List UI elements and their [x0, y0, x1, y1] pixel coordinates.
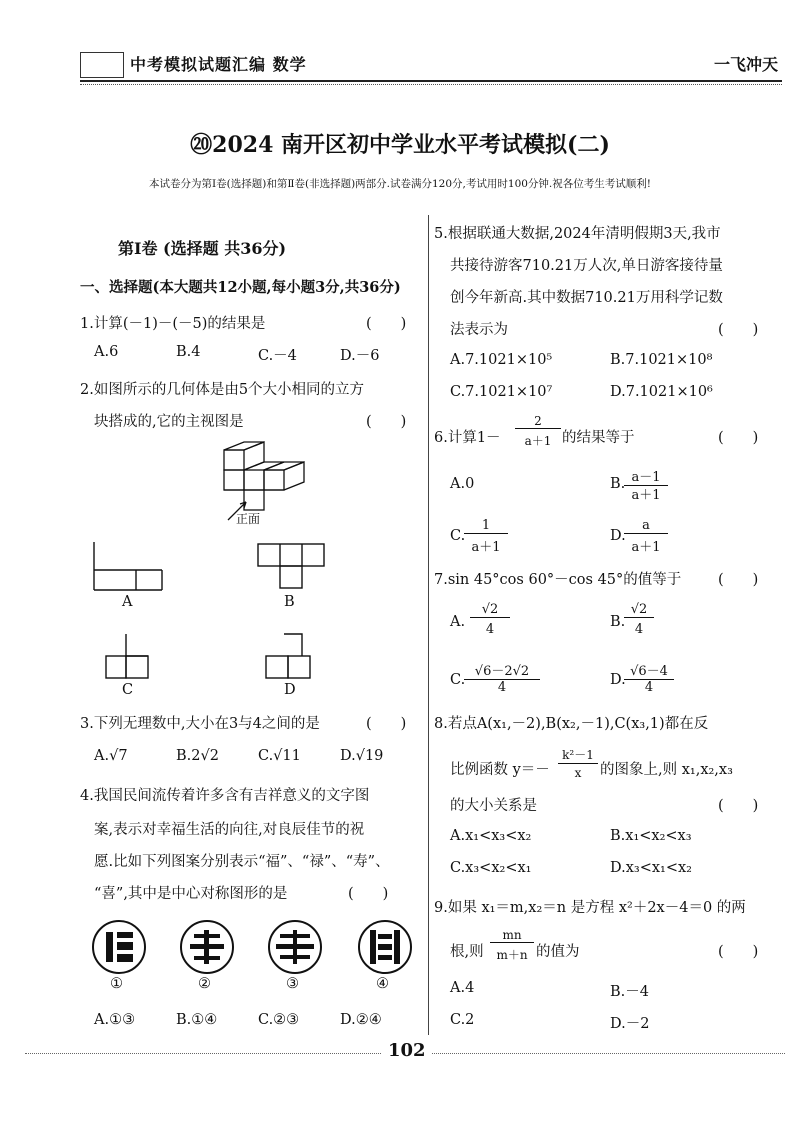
q2-front-label: 正面 — [236, 512, 261, 526]
q6-option-a: A.0 — [450, 476, 475, 492]
q8-stem-line2-pre: 比例函数 y＝－ — [450, 762, 550, 778]
q1-option-c: C.－4 — [258, 348, 297, 364]
q4-fig-label-2: ② — [198, 976, 211, 992]
q7-option-b-den: 4 — [634, 622, 644, 637]
q1-option-a: A.6 — [94, 344, 119, 360]
q6-frac-num: 2 — [515, 414, 561, 429]
q2-label-d: D — [284, 682, 296, 698]
q9-answer-paren: ( ) — [718, 944, 759, 960]
q8-option-d: D.x₃<x₁<x₂ — [610, 860, 692, 876]
q3-option-d: D.√19 — [340, 748, 384, 764]
q9-stem-line2-post: 的值为 — [536, 944, 580, 960]
q7-option-d-den: 4 — [644, 680, 654, 695]
q7-option-b-label: B. — [610, 614, 626, 630]
q4-option-d: D.②④ — [340, 1012, 382, 1028]
q1-option-d: D.－6 — [340, 348, 380, 364]
q6-option-b-den: a＋1 — [631, 488, 661, 503]
q2-view-b — [256, 542, 336, 602]
q8-frac-num: k²－1 — [558, 746, 598, 764]
shou-pattern-icon — [268, 920, 322, 974]
q6-stem-pre: 6.计算1－ — [434, 430, 501, 446]
q4-fig-label-1: ① — [110, 976, 123, 992]
q5-answer-paren: ( ) — [718, 322, 759, 338]
q8-stem-line3: 的大小关系是 — [450, 798, 537, 814]
page-number: 102 — [382, 1040, 432, 1061]
q4-stem-line4: “喜”,其中是中心对称图形的是 — [94, 886, 288, 902]
q2-answer-paren: ( ) — [366, 414, 407, 430]
q2-view-d — [264, 632, 334, 692]
q8-frac-den: x — [574, 766, 582, 780]
part1-heading: 第Ⅰ卷 (选择题 共36分) — [118, 239, 287, 258]
header-rule — [80, 80, 782, 82]
q2-solid-figure — [210, 440, 320, 530]
q3-option-c: C.√11 — [258, 748, 301, 764]
q3-option-a: A.√7 — [94, 748, 128, 764]
q5-stem-line1: 5.根据联通大数据,2024年清明假期3天,我市 — [434, 226, 721, 242]
q7-option-c-label: C. — [450, 672, 466, 688]
q7-option-b-num: √2 — [624, 602, 654, 618]
q8-stem-line1: 8.若点A(x₁,－2),B(x₂,－1),C(x₃,1)都在反 — [434, 716, 709, 732]
exam-title: ⑳2024 南开区初中学业水平考试模拟(二) — [190, 132, 610, 158]
q6-option-d-label: D. — [610, 528, 626, 544]
q4-answer-paren: ( ) — [348, 886, 389, 902]
q6-option-c-label: C. — [450, 528, 466, 544]
exam-instructions: 本试卷分为第Ⅰ卷(选择题)和第Ⅱ卷(非选择题)两部分.试卷满分120分,考试用时100分钟.祝各位考生考试顺利! — [149, 178, 651, 190]
q1-stem: 1.计算(－1)－(－5)的结果是 — [80, 316, 266, 332]
q7-option-c-num: √6－2√2 — [464, 660, 540, 680]
q5-stem-line4: 法表示为 — [450, 322, 508, 338]
book-logo — [80, 52, 124, 78]
q4-option-c: C.②③ — [258, 1012, 300, 1028]
q2-view-a — [92, 542, 172, 592]
q7-option-a-den: 4 — [485, 622, 495, 637]
q5-stem-line3: 创今年新高.其中数据710.21万用科学记数 — [450, 290, 723, 306]
q6-option-c-num: 1 — [464, 518, 508, 534]
book-title: 中考模拟试题汇编 数学 — [130, 55, 307, 74]
q4-stem-line2: 案,表示对幸福生活的向往,对良辰佳节的祝 — [94, 822, 365, 838]
q9-option-c: C.2 — [450, 1012, 475, 1028]
q7-option-a-num: √2 — [470, 602, 510, 618]
q5-option-c: C.7.1021×10⁷ — [450, 384, 553, 400]
q9-frac-num: mn — [490, 928, 534, 943]
fu-pattern-icon — [92, 920, 146, 974]
q2-stem-line2: 块搭成的,它的主视图是 — [94, 414, 244, 430]
q4-stem-line1: 4.我国民间流传着许多含有吉祥意义的文字图 — [80, 788, 370, 804]
q9-option-b: B.－4 — [610, 984, 649, 1000]
q7-option-c-den: 4 — [497, 680, 507, 695]
q6-option-b-label: B. — [610, 476, 626, 492]
q3-option-b: B.2√2 — [176, 748, 219, 764]
xi-pattern-icon — [358, 920, 412, 974]
q4-stem-line3: 愿.比如下列图案分别表示“福”、“禄”、“寿”、 — [94, 854, 390, 870]
q6-option-b-num: a－1 — [624, 466, 668, 486]
q1-answer-paren: ( ) — [366, 316, 407, 332]
q9-option-a: A.4 — [450, 980, 475, 996]
q2-label-a: A — [122, 594, 133, 610]
q2-view-c — [104, 632, 164, 692]
q8-option-b: B.x₁<x₂<x₃ — [610, 828, 692, 844]
lu-pattern-icon — [180, 920, 234, 974]
q2-label-b: B — [284, 594, 295, 610]
q4-fig-label-3: ③ — [286, 976, 299, 992]
q6-option-d-num: a — [624, 518, 668, 534]
q2-label-c: C — [122, 682, 134, 698]
q9-frac-den: m＋n — [496, 948, 528, 962]
section-heading: 一、选择题(本大题共12小题,每小题3分,共36分) — [80, 279, 401, 296]
q9-stem-line2-pre: 根,则 — [450, 944, 484, 960]
q9-stem-line1: 9.如果 x₁＝m,x₂＝n 是方程 x²＋2x－4＝0 的两 — [434, 900, 746, 916]
q2-stem-line1: 2.如图所示的几何体是由5个大小相同的立方 — [80, 382, 365, 398]
q1-option-b: B.4 — [176, 344, 201, 360]
q6-answer-paren: ( ) — [718, 430, 759, 446]
q4-option-b: B.①④ — [176, 1012, 218, 1028]
q9-option-d: D.－2 — [610, 1016, 650, 1032]
q6-stem-post: 的结果等于 — [562, 430, 635, 446]
q3-answer-paren: ( ) — [366, 716, 407, 732]
q4-fig-label-4: ④ — [376, 976, 389, 992]
header-dotted-rule — [80, 84, 782, 85]
q8-option-a: A.x₁<x₃<x₂ — [450, 828, 532, 844]
q6-frac-den: a＋1 — [524, 434, 552, 448]
q4-option-a: A.①③ — [94, 1012, 136, 1028]
brand-name: 一飞冲天 — [713, 55, 778, 74]
column-divider — [428, 215, 429, 1035]
q7-option-a-label: A. — [450, 614, 466, 630]
q7-stem: 7.sin 45°cos 60°－cos 45°的值等于 — [434, 572, 682, 588]
q7-answer-paren: ( ) — [718, 572, 759, 588]
q5-option-a: A.7.1021×10⁵ — [450, 352, 553, 368]
q8-option-c: C.x₃<x₂<x₁ — [450, 860, 532, 876]
q3-stem: 3.下列无理数中,大小在3与4之间的是 — [80, 716, 320, 732]
q5-stem-line2: 共接待游客710.21万人次,单日游客接待量 — [450, 258, 723, 274]
q7-option-d-label: D. — [610, 672, 626, 688]
q6-option-d-den: a＋1 — [631, 540, 661, 555]
q5-option-b: B.7.1021×10⁸ — [610, 352, 713, 368]
q5-option-d: D.7.1021×10⁶ — [610, 384, 713, 400]
q6-option-c-den: a＋1 — [471, 540, 501, 555]
q7-option-d-num: √6－4 — [624, 660, 674, 680]
q8-stem-line2-post: 的图象上,则 x₁,x₂,x₃ — [600, 762, 733, 778]
q8-answer-paren: ( ) — [718, 798, 759, 814]
